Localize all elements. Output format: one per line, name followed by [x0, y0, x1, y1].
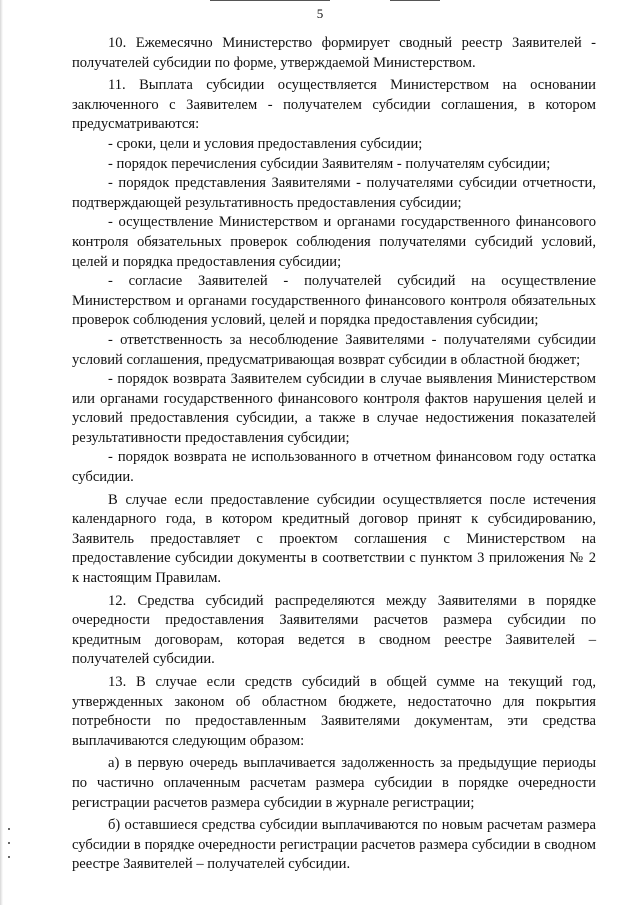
list-item: - порядок представления Заявителями - получателями субсидии отчетности, подтверждающей результативность предоставления субсидии; — [72, 175, 596, 211]
list-item: - осуществление Министерством и органами государственного финансового контроля обязательных проверок соблюдения получателями субсидий условий, целей и порядка предоставления субсидии; — [72, 214, 596, 270]
list-item: - сроки, цели и условия предоставления субсидии; — [108, 135, 423, 152]
list-item: - согласие Заявителей - получателей субсидий на осуществление Министерством и органами государственного финансового контроля обязательных проверок соблюдения условий, целей и порядка предоставления субсидии; — [72, 273, 596, 329]
document-body — [72, 34, 596, 875]
scan-edge — [0, 0, 3, 905]
paragraph-calendar-year: В случае если предоставление субсидии осуществляется после истечения календарного года, в котором кредитный договор принят к субсидированию, Заявитель предоставляет с проектом соглашения с Министерством на предоставление субсидии документы в соответствии с пунктом 3 приложения № 2 к настоящим Правилам. — [72, 491, 596, 587]
list-item: - ответственность за несоблюдение Заявителями - получателями субсидии условий соглашения, предусматривающая возврат субсидии в областной бюджет; — [72, 331, 596, 368]
paragraph-12: 12. Средства субсидий распределяются между Заявителями в порядке очередности предоставления Заявителями расчетов размера субсидии по кредитным договорам, которая ведется в сводном реестре Заявителей – получателей субсидии. — [72, 592, 596, 668]
paragraph-13a: а) в первую очередь выплачивается задолженность за предыдущие периоды по частично оплаченным расчетам размера субсидии в порядке очередности регистрации расчетов размера субсидии в журнале регистрации; — [72, 755, 596, 811]
list-item: - порядок перечисления субсидии Заявителям - получателям субсидии; — [108, 155, 551, 172]
paragraph-13b: б) оставшиеся средства субсидии выплачиваются по новым расчетам размера субсидии в порядке очередности регистрации расчетов размера субсидии в сводном реестре Заявителей – получателей субсидии. — [72, 817, 596, 873]
page-number: 5 — [316, 6, 324, 21]
top-scan-mark-left — [210, 0, 330, 1]
top-scan-mark-right — [390, 0, 440, 1]
paragraph-13: 13. В случае если средств субсидий в общей сумме на текущий год, утвержденных законом об областном бюджете, недостаточно для покрытия потребности по предоставленным Заявителями документам, эти средства выплачиваются следующим образом: — [72, 674, 596, 749]
margin-marks — [8, 828, 11, 868]
list-item: - порядок возврата Заявителем субсидии в случае выявления Министерством или органами государственного финансового контроля фактов нарушения целей и условий предоставления субсидии, а также в случае недостижения показателей результативности предоставления субсидии; — [72, 371, 596, 446]
paragraph-10: 10. Ежемесячно Министерство формирует сводный реестр Заявителей - получателей субсидии по форме, утверждаемой Министерством. — [72, 35, 596, 71]
paragraph-11: 11. Выплата субсидии осуществляется Министерством на основании заключенного с Заявителем - получателем субсидии соглашения, в котором предусматриваются: — [72, 77, 596, 133]
list-item: - порядок возврата не использованного в отчетном финансовом году остатка субсидии. — [72, 449, 596, 486]
